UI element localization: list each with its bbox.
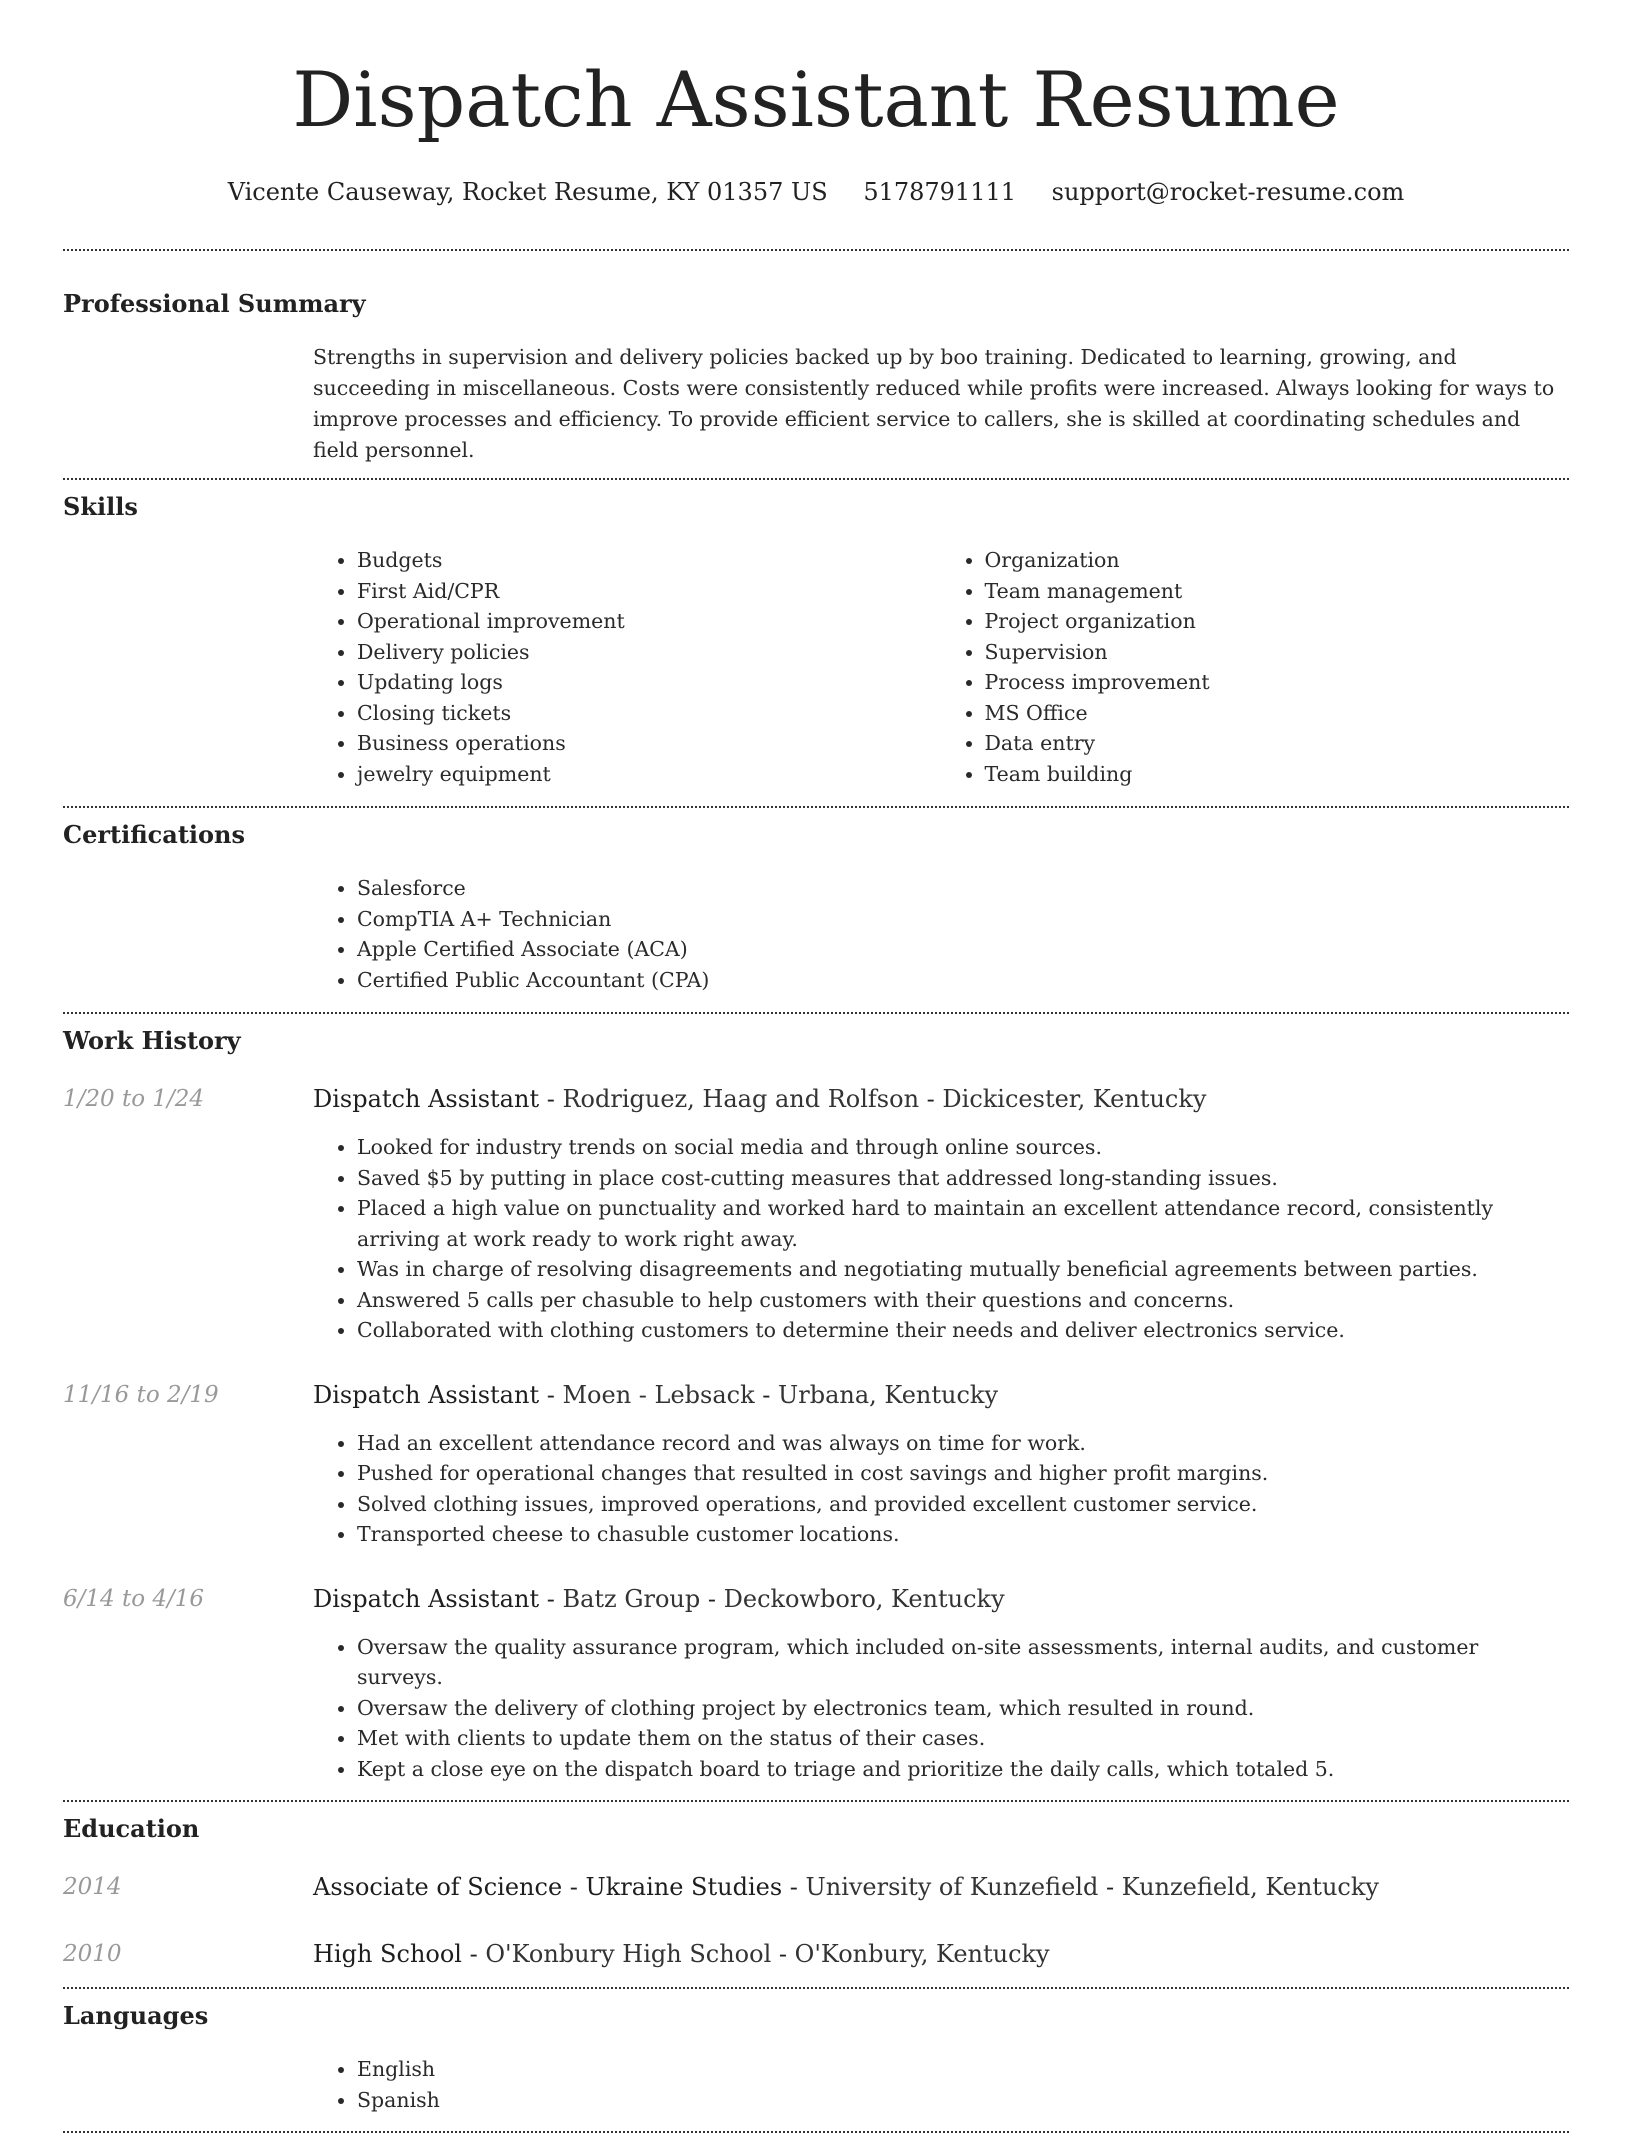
skill-item: • Delivery policies [357, 637, 941, 668]
education-entry [0, 1872, 1632, 1902]
phone-number: 5178791111 [863, 178, 1017, 206]
certification-item: • Salesforce [357, 873, 1568, 904]
job-heading: Dispatch Assistant - Batz Group - Deckowboro, Kentucky [313, 1584, 1005, 1613]
job-dates: 1/20 to 1/24 [63, 1086, 205, 1112]
job-bullet: • Transported cheese to chasuble customer locations. [357, 1519, 1568, 1550]
section-title-summary: Professional Summary [63, 289, 366, 318]
job-heading: Dispatch Assistant - Rodriguez, Haag and Rolfson - Dickicester, Kentucky [313, 1085, 1207, 1113]
work-history-section [0, 1026, 1632, 1784]
job-location: Dickicester, Kentucky [942, 1085, 1207, 1113]
skill-item: • Closing tickets [357, 698, 941, 729]
certification-item: • Certified Public Accountant (CPA) [357, 965, 1568, 996]
certifications-body [313, 873, 1568, 995]
job-entry [0, 1584, 1632, 1785]
job-location: Deckowboro, Kentucky [723, 1584, 1005, 1613]
contact-line [0, 177, 1632, 207]
job-bullet: • Was in charge of resolving disagreements and negotiating mutually beneficial agreements between parties. [357, 1254, 1568, 1285]
skills-section [0, 492, 1632, 789]
skill-item: • Team building [985, 759, 1569, 790]
skill-item: • Business operations [357, 728, 941, 759]
email-address: support@rocket-resume.com [1051, 178, 1405, 206]
languages-list [313, 2054, 1568, 2115]
job-role: Dispatch Assistant [313, 1085, 540, 1113]
job-dates: 11/16 to 2/19 [63, 1381, 219, 1408]
education-heading: High School - O'Konbury High School - O'Konbury, Kentucky [313, 1940, 1050, 1968]
certification-item: • Apple Certified Associate (ACA) [357, 934, 1568, 965]
section-divider [63, 1800, 1569, 1802]
section-title-education: Education [63, 1814, 200, 1843]
skills-column-2 [941, 545, 1569, 789]
section-divider [63, 1987, 1569, 1989]
certifications-section [0, 820, 1632, 995]
address: Vicente Causeway, Rocket Resume, KY 01357 US [227, 178, 828, 206]
summary-section [0, 289, 1632, 466]
skill-item: • Process improvement [985, 667, 1569, 698]
job-entry [0, 1084, 1632, 1346]
education-year: 2014 [63, 1874, 122, 1900]
job-bullet: • Had an excellent attendance record and was always on time for work. [357, 1428, 1568, 1459]
skill-item: • Supervision [985, 637, 1569, 668]
section-divider [63, 1012, 1569, 1014]
skill-item: • jewelry equipment [357, 759, 941, 790]
job-bullet: • Answered 5 calls per chasuble to help customers with their questions and concerns. [357, 1285, 1568, 1316]
languages-section [0, 2001, 1632, 2115]
job-location: Urbana, Kentucky [778, 1380, 998, 1409]
job-bullet: • Collaborated with clothing customers to determine their needs and deliver electronics service. [357, 1315, 1568, 1346]
section-title-languages: Languages [63, 2001, 209, 2030]
job-entry [0, 1380, 1632, 1550]
skill-item: • Project organization [985, 606, 1569, 637]
education-entry [0, 1939, 1632, 1969]
page-title: Dispatch Assistant Resume [292, 55, 1340, 144]
skill-item: • Data entry [985, 728, 1569, 759]
skills-column-1 [313, 545, 941, 789]
resume-header [0, 0, 1632, 207]
section-title-skills: Skills [63, 492, 138, 521]
skill-item: • First Aid/CPR [357, 576, 941, 607]
job-heading: Dispatch Assistant - Moen - Lebsack - Urbana, Kentucky [313, 1380, 998, 1409]
summary-text: Strengths in supervision and delivery policies backed up by boo training. Dedicated to learning, growing, and succeeding in miscellaneous. Costs were consistently reduced while profits were increased. Always looking for ways to improve processes and efficiency. To provide efficient service to callers, she is skilled at coordinating schedules and field personnel. [313, 345, 1555, 462]
section-divider [63, 806, 1569, 808]
education-heading: Associate of Science - Ukraine Studies - University of Kunzefield - Kunzefield, Kentucky [313, 1873, 1379, 1901]
job-bullet: • Looked for industry trends on social media and through online sources. [357, 1132, 1568, 1163]
languages-body [313, 2054, 1568, 2115]
degree: Associate of Science [313, 1873, 563, 1901]
job-bullet: • Oversaw the quality assurance program, which included on-site assessments, internal audits, and customer surveys. [357, 1632, 1568, 1693]
education-year: 2010 [63, 1941, 122, 1967]
section-divider [63, 478, 1569, 480]
job-bullets [313, 1132, 1568, 1346]
degree: High School [313, 1940, 462, 1968]
job-dates: 6/14 to 4/16 [63, 1585, 205, 1612]
language-item: • Spanish [357, 2085, 1568, 2116]
job-bullets [313, 1428, 1568, 1550]
job-bullet: • Met with clients to update them on the status of their cases. [357, 1723, 1568, 1754]
skill-item: • MS Office [985, 698, 1569, 729]
job-bullet: • Solved clothing issues, improved operations, and provided excellent customer service. [357, 1489, 1568, 1520]
language-item: • English [357, 2054, 1568, 2085]
skill-item: • Budgets [357, 545, 941, 576]
job-company: Batz Group [562, 1584, 701, 1613]
skill-item: • Team management [985, 576, 1569, 607]
job-company: Moen - Lebsack [562, 1380, 755, 1409]
school-location: O'Konbury, Kentucky [794, 1940, 1050, 1968]
section-title-work-history: Work History [63, 1026, 241, 1055]
skill-item: • Updating logs [357, 667, 941, 698]
certification-item: • CompTIA A+ Technician [357, 904, 1568, 935]
field-of-study: Ukraine Studies [585, 1873, 783, 1901]
job-role: Dispatch Assistant [313, 1584, 540, 1613]
job-bullet: • Placed a high value on punctuality and worked hard to maintain an excellent attendance record, consistently arriving at work ready to work right away. [357, 1193, 1568, 1254]
school-location: Kunzefield, Kentucky [1121, 1873, 1379, 1901]
section-divider [63, 249, 1569, 251]
section-title-certifications: Certifications [63, 820, 246, 849]
certifications-list [313, 873, 1568, 995]
job-role: Dispatch Assistant [313, 1380, 540, 1409]
job-company: Rodriguez, Haag and Rolfson [562, 1085, 920, 1113]
job-bullet: • Kept a close eye on the dispatch board to triage and prioritize the daily calls, which totaled 5. [357, 1754, 1568, 1785]
job-bullets [313, 1632, 1568, 1785]
summary-body [313, 342, 1568, 466]
skills-list [313, 545, 1568, 789]
skill-item: • Organization [985, 545, 1569, 576]
skill-item: • Operational improvement [357, 606, 941, 637]
school-name: University of Kunzefield [805, 1873, 1099, 1901]
job-bullet: • Pushed for operational changes that resulted in cost savings and higher profit margins. [357, 1458, 1568, 1489]
job-bullet: • Saved $5 by putting in place cost-cutting measures that addressed long-standing issues. [357, 1163, 1568, 1194]
school-name: O'Konbury High School [485, 1940, 772, 1968]
job-bullet: • Oversaw the delivery of clothing project by electronics team, which resulted in round. [357, 1693, 1568, 1724]
education-section [0, 1814, 1632, 1969]
